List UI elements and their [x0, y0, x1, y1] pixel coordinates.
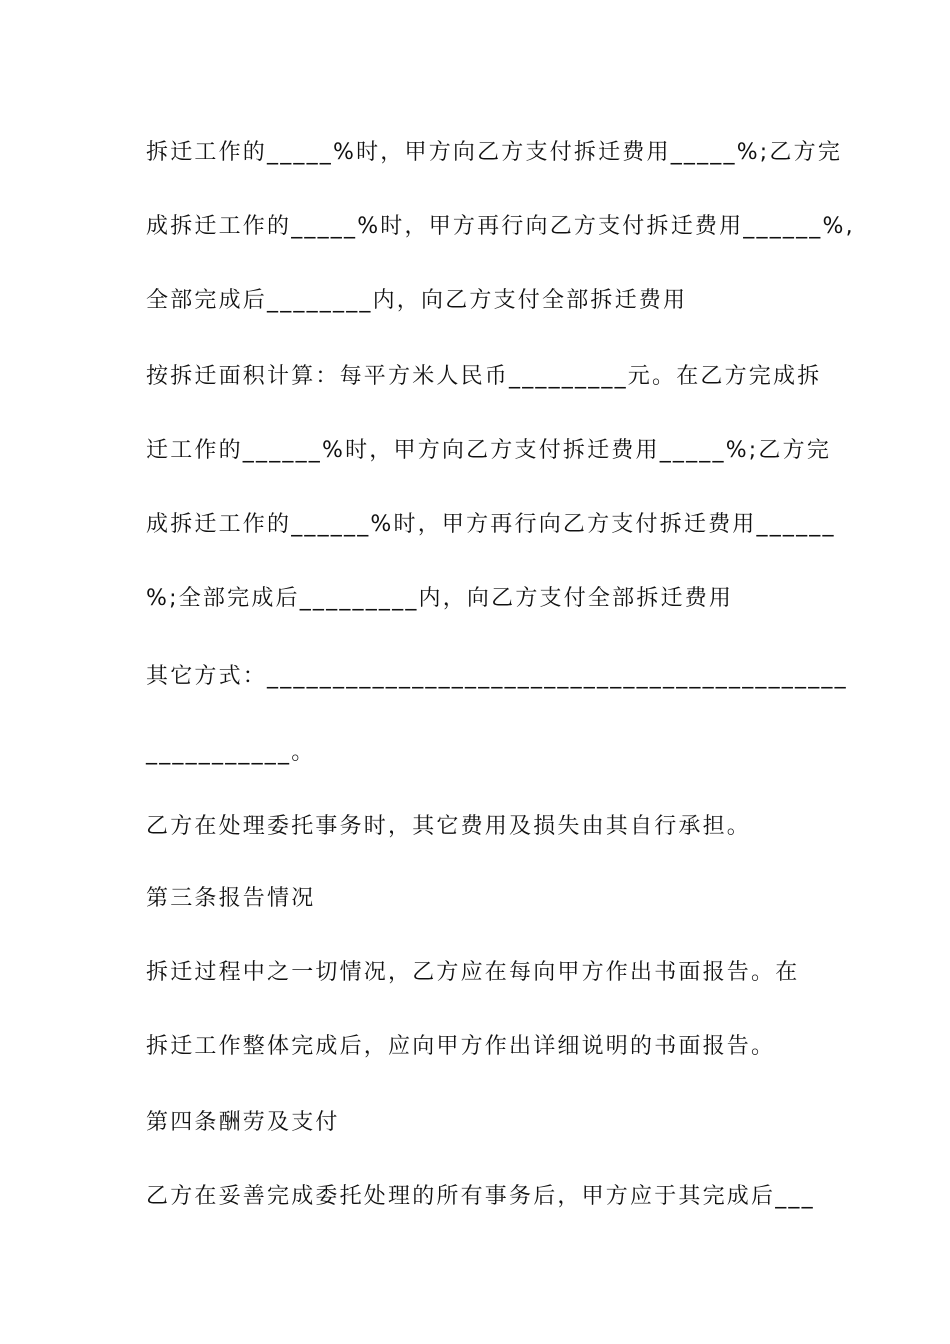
paragraph-line: 全部完成后________内，向乙方支付全部拆迁费用 [146, 288, 688, 313]
paragraph-line: 拆迁工作的_____%时，甲方向乙方支付拆迁费用_____%;乙方完 [146, 140, 843, 165]
section-heading: 第三条报告情况 [146, 886, 316, 911]
paragraph-line: ___________。 [146, 740, 316, 765]
paragraph-line: 乙方在妥善完成委托处理的所有事务后，甲方应于其完成后___ [146, 1184, 815, 1209]
paragraph-line: 拆迁过程中之一切情况，乙方应在每向甲方作出书面报告。在 [146, 960, 800, 985]
paragraph-line: 拆迁工作整体完成后，应向甲方作出详细说明的书面报告。 [146, 1034, 776, 1059]
paragraph-line: 迁工作的______%时，甲方向乙方支付拆迁费用_____%;乙方完 [146, 438, 832, 463]
paragraph-line: 乙方在处理委托事务时，其它费用及损失由其自行承担。 [146, 814, 752, 839]
paragraph-line: 成拆迁工作的_____%时，甲方再行向乙方支付拆迁费用______%, [146, 214, 855, 239]
paragraph-line: 其它方式：____________________________________________ [146, 664, 848, 689]
paragraph-line: 按拆迁面积计算：每平方米人民币_________元。在乙方完成拆 [146, 364, 822, 389]
paragraph-line: %;全部完成后_________内，向乙方支付全部拆迁费用 [146, 586, 734, 611]
section-heading: 第四条酬劳及支付 [146, 1110, 340, 1135]
paragraph-line: 成拆迁工作的______%时，甲方再行向乙方支付拆迁费用______ [146, 512, 836, 537]
